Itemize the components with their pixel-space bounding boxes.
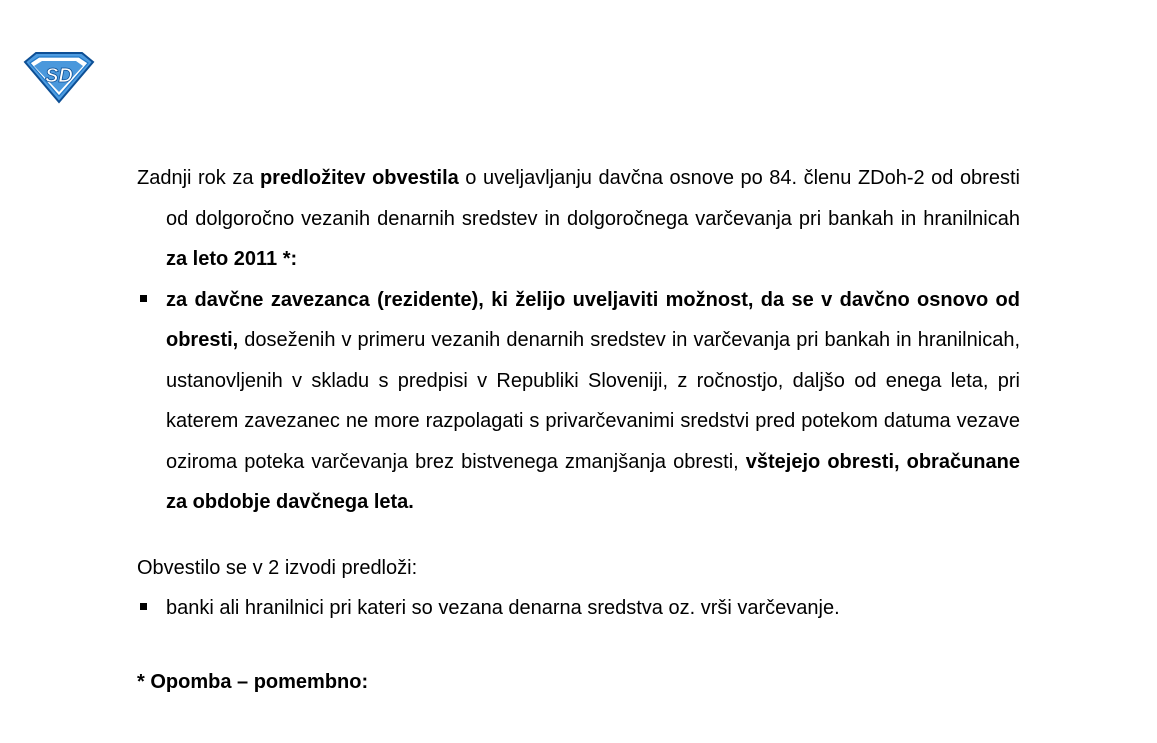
shield-logo [22, 50, 96, 104]
square-bullet-icon [140, 603, 147, 610]
intro-paragraph [137, 158, 1020, 280]
shield-logo-icon [22, 50, 96, 104]
list-item [137, 588, 1020, 629]
intro-text-2: o uveljavljanju davčna osnove po 84. členu ZDoh-2 od obresti od dolgoročno vezanih denarnih sredstev in dolgoročnega varčevanja pri bankah in hranilnicah [166, 167, 1020, 230]
bullet1-bold-2: vštejejo obresti, obračunane za obdobje davčnega leta. [166, 450, 1020, 513]
intro-bold-1: predložitev obvestila [259, 167, 459, 189]
paragraph-submission: Obvestilo se v 2 izvodi predloži: [137, 556, 418, 579]
bullet1-bold-1: za davčne zavezanca (rezidente), ki želijo uveljaviti možnost, da se v davčno osnovo od obresti, [166, 288, 1020, 351]
intro-text-1: Zadnji rok za [137, 167, 260, 189]
square-bullet-icon [140, 295, 147, 302]
intro-bold-2: za leto 2011 *: [166, 248, 298, 270]
bullet1-text: doseženih v primeru vezanih denarnih sredstev in varčevanja pri bankah in hranilnicah, ustanovljenih v skladu s predpisi v Republiki Sloveniji, z ročnostjo, daljšo od enega leta, pri katerem zavezanec ne more razpolagati s privarčevanimi sredstvi pred potekom datuma vezave oziroma poteka varčevanja brez bistvenega zmanjšanja obresti, [166, 329, 1020, 473]
logo-text: SD [45, 65, 73, 87]
note-heading: * Opomba – pomembno: [137, 670, 369, 693]
bullet2-text: banki ali hranilnici pri kateri so vezana denarna sredstva oz. vrši varčevanje. [166, 597, 840, 619]
list-item [137, 280, 1020, 523]
document-body [137, 158, 1020, 702]
